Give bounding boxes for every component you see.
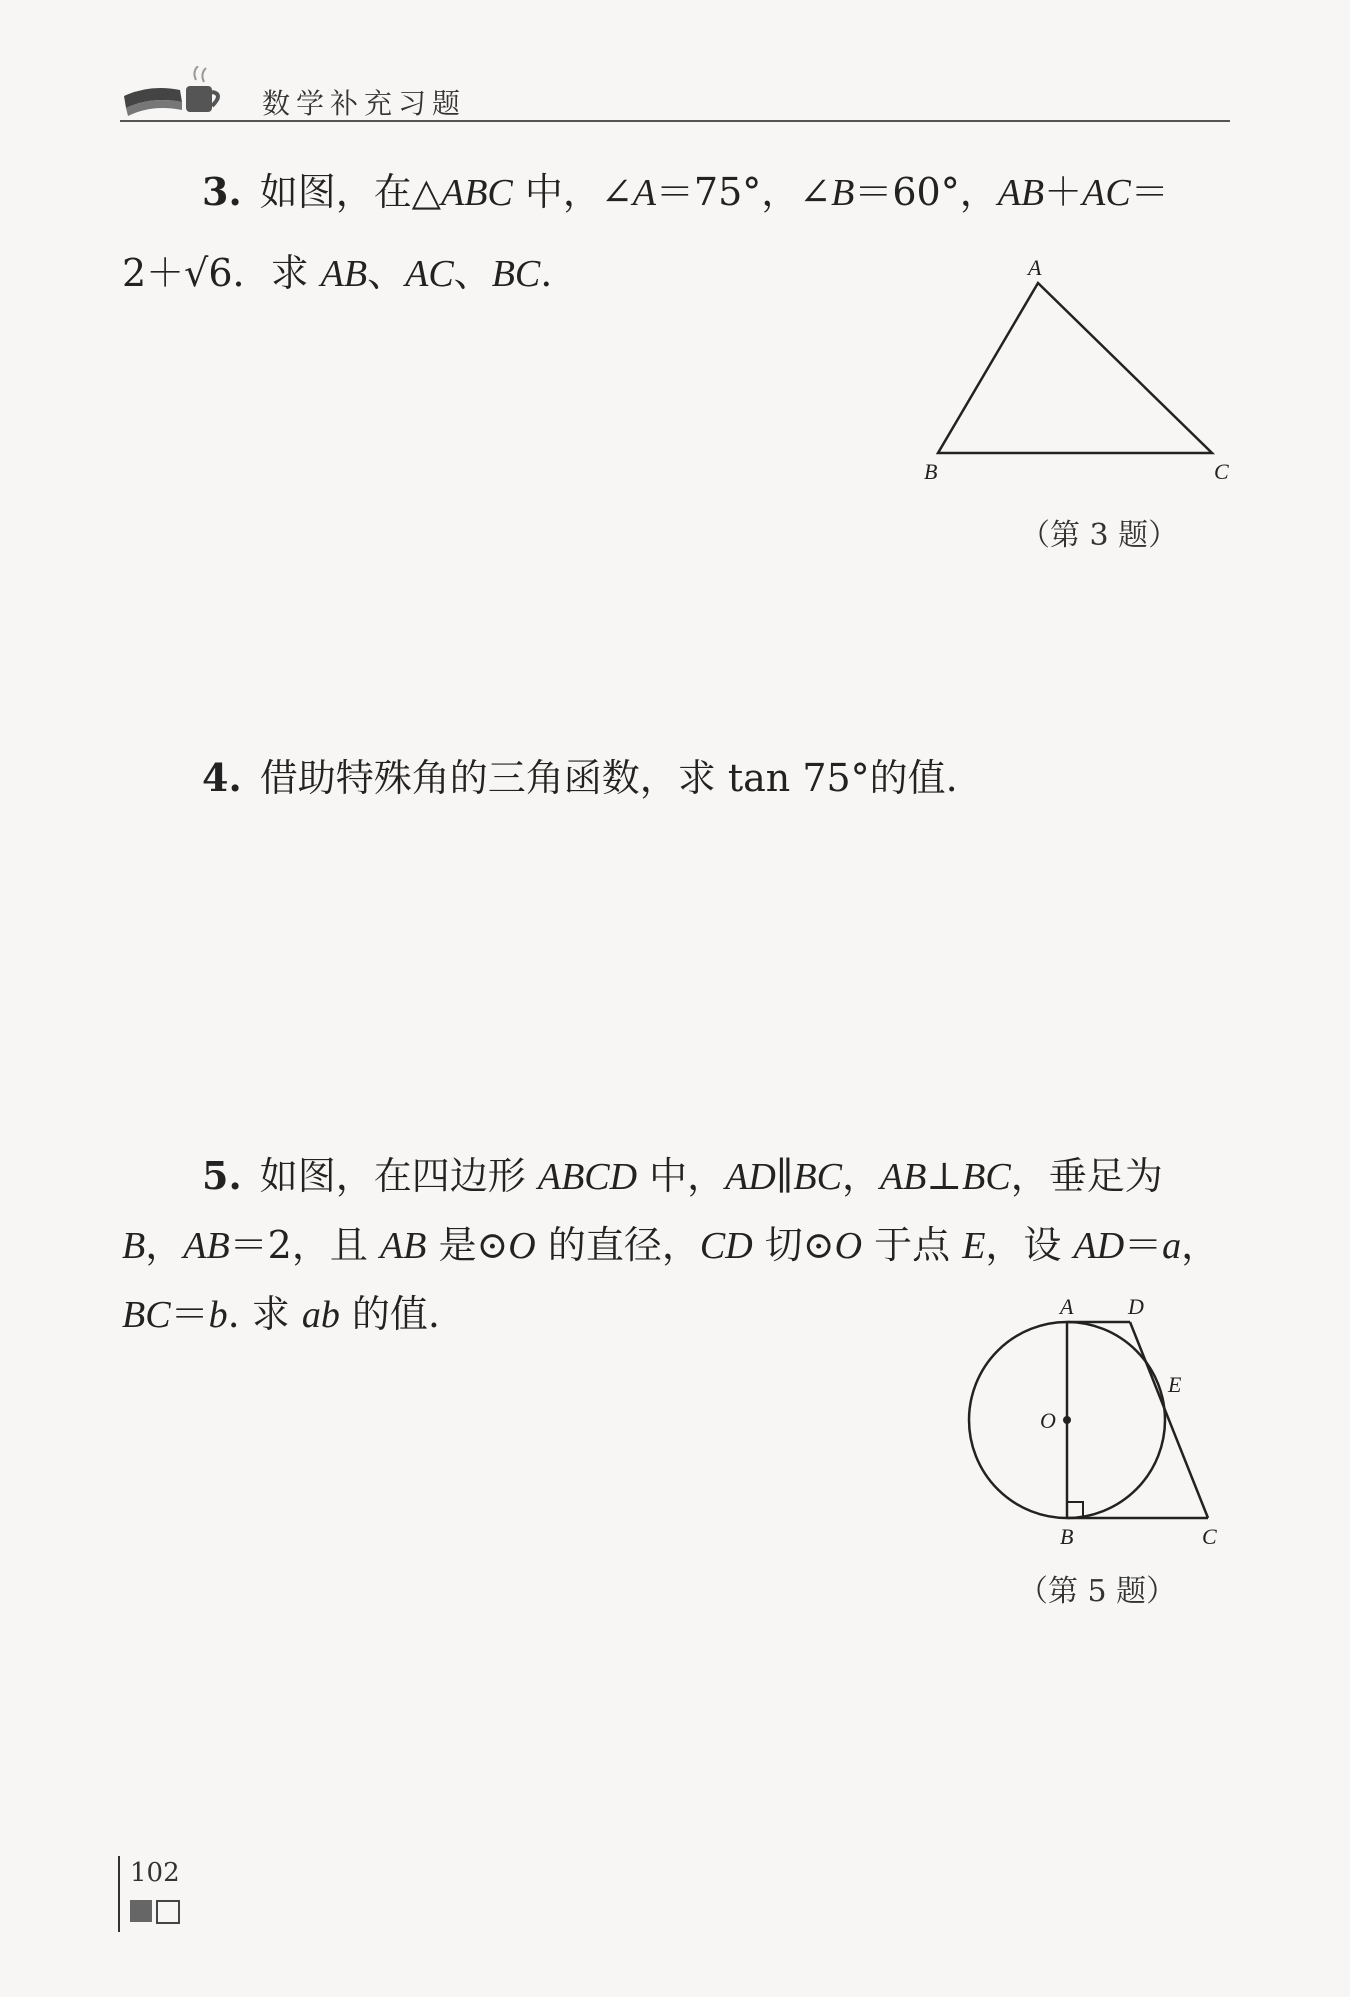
text-fragment: ABC — [441, 172, 513, 214]
label-a: A — [1060, 1294, 1074, 1319]
text-fragment: CD — [699, 1225, 753, 1267]
text-fragment: B — [831, 172, 855, 214]
header-rule — [120, 120, 1230, 122]
problem-3-caption: （第 3 题） — [1020, 518, 1179, 553]
problem-4-number: 4. — [202, 755, 242, 800]
problem-5-caption: （第 5 题） — [1018, 1574, 1177, 1609]
problem-4-text — [122, 738, 958, 818]
filled-square-icon — [130, 1900, 152, 1922]
text-fragment: . 求 — [227, 1292, 302, 1336]
text-fragment: ABCD — [537, 1156, 638, 1198]
label-e: E — [1168, 1372, 1182, 1397]
text-fragment: 于点 — [862, 1223, 963, 1267]
right-angle-mark — [1067, 1502, 1083, 1518]
text-fragment: ＝2，且 — [229, 1223, 380, 1267]
empty-square-icon — [156, 1900, 180, 1924]
text-fragment: 中，∠ — [512, 170, 633, 214]
text-fragment: a — [1162, 1225, 1182, 1267]
label-a: A — [1028, 255, 1042, 280]
text-fragment: AD — [1073, 1225, 1125, 1267]
text-fragment: AD — [725, 1156, 776, 1198]
text-fragment: 中， — [637, 1154, 726, 1198]
text-fragment: b — [208, 1294, 228, 1336]
center-point — [1063, 1416, 1071, 1424]
text-fragment: ＝75°，∠ — [655, 170, 832, 214]
text-fragment: ＝ — [1124, 1223, 1163, 1267]
text-fragment: 借助特殊角的三角函数，求 tan 75°的值. — [259, 756, 958, 800]
page-header — [120, 48, 1230, 128]
label-c: C — [1202, 1524, 1217, 1549]
text-fragment: O — [834, 1225, 863, 1267]
text-fragment: ＋ — [1044, 170, 1083, 214]
text-fragment: ＝ — [170, 1292, 209, 1336]
text-fragment: 如图，在△ — [259, 170, 441, 214]
text-fragment: AB — [879, 1156, 927, 1198]
problem-3-number: 3. — [202, 169, 242, 214]
text-fragment: 2＋√6．求 — [122, 251, 321, 295]
text-fragment: ⊥ — [926, 1154, 963, 1198]
triangle-figure — [920, 255, 1240, 485]
text-fragment: 如图，在四边形 — [259, 1154, 538, 1198]
text-fragment: BC — [793, 1156, 842, 1198]
footer-bar — [118, 1856, 120, 1932]
text-fragment: . — [540, 251, 553, 295]
text-fragment: ab — [301, 1294, 340, 1336]
page-number: 102 — [130, 1858, 180, 1888]
label-o: O — [1040, 1408, 1056, 1433]
text-fragment: BC — [491, 253, 541, 295]
text-fragment: BC — [962, 1156, 1011, 1198]
text-fragment: ∥ — [775, 1154, 794, 1198]
problem-5-number: 5. — [202, 1153, 242, 1198]
text-fragment: ，设 — [985, 1223, 1074, 1267]
text-fragment: AC — [1082, 172, 1131, 214]
triangle-abc — [938, 283, 1212, 453]
segment-dc — [1130, 1322, 1208, 1518]
header-title: 数学补充习题 — [262, 87, 467, 120]
text-fragment: ， — [1181, 1223, 1220, 1267]
label-d: D — [1128, 1294, 1144, 1319]
text-fragment: ＝60°， — [854, 170, 998, 214]
text-fragment: 切⊙ — [752, 1223, 835, 1267]
text-fragment: AB — [379, 1225, 427, 1267]
label-b: B — [924, 459, 938, 484]
book-cup-logo-icon — [120, 66, 230, 120]
label-b: B — [1060, 1524, 1074, 1549]
text-fragment: AB — [997, 172, 1045, 214]
text-fragment: 是⊙ — [426, 1223, 509, 1267]
text-fragment: BC — [122, 1294, 171, 1336]
text-fragment: 的直径， — [535, 1223, 700, 1267]
text-fragment: 、 — [367, 251, 406, 295]
text-fragment: ， — [841, 1154, 880, 1198]
text-fragment: 的值. — [339, 1292, 440, 1336]
text-fragment: ，垂足为 — [1010, 1154, 1163, 1198]
text-fragment: B — [122, 1225, 146, 1267]
label-c: C — [1214, 459, 1229, 484]
text-fragment: AB — [320, 253, 368, 295]
text-fragment: A — [632, 172, 656, 214]
text-fragment: AC — [405, 253, 454, 295]
text-fragment: O — [508, 1225, 536, 1267]
text-fragment: E — [962, 1225, 986, 1267]
text-fragment: AB — [183, 1225, 230, 1267]
circle-trapezoid-figure — [960, 1290, 1230, 1560]
text-fragment: ， — [145, 1223, 184, 1267]
text-fragment: ＝ — [1130, 170, 1169, 214]
text-fragment: 、 — [453, 251, 492, 295]
